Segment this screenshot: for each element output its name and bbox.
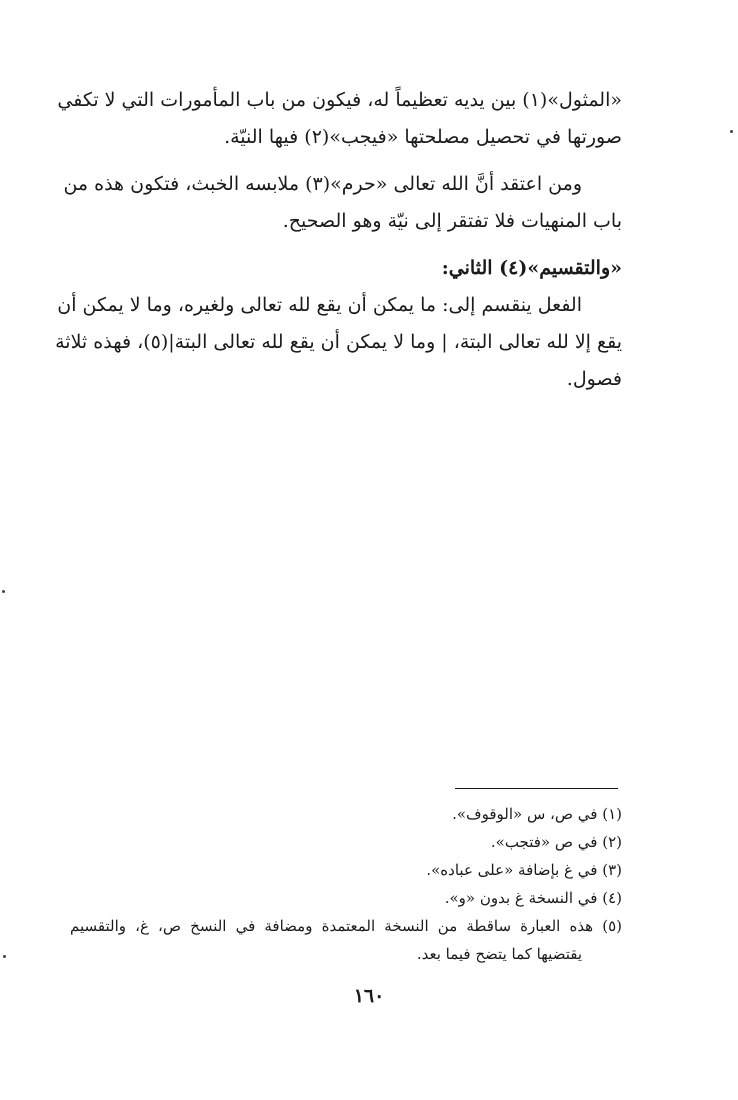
section-heading: «والتقسيم»(٤) الثاني: (441, 257, 622, 279)
text-line-7: يقع إلا لله تعالى البتة، | وما لا يمكن أن يقع لله تعالى البتة|(٥)، فهذه ثلاثة (55, 331, 622, 353)
footnote-separator (455, 788, 618, 789)
text-line-2: صورتها في تحصيل مصلحتها «فيجب»(٢) فيها النيّة. (224, 126, 622, 148)
footnote-5: (٥) هذه العبارة ساقطة من النسخة المعتمدة ومضافة في النسخ ص، غ، والتقسيم (70, 917, 622, 935)
page-number: ١٦٠ (353, 985, 385, 1007)
text-line-1: «المثول»(١) بين يديه تعظيماً له، فيكون من باب المأمورات التي لا تكفي (57, 89, 622, 111)
text-line-4: باب المنهيات فلا تفتقر إلى نيّة وهو الصحيح. (282, 210, 622, 232)
scan-speck (730, 130, 733, 133)
footnotes (70, 800, 622, 968)
footnote-1: (١) في ص، س «الوقوف». (452, 805, 622, 823)
text-line-3: ومن اعتقد أنَّ الله تعالى «حرم»(٣) ملابسه الخبث، فتكون هذه من (63, 173, 582, 195)
footnote-4: (٤) في النسخة غ بدون «و». (444, 889, 622, 907)
text-line-8: فصول. (566, 368, 622, 390)
main-text (55, 82, 622, 398)
scan-speck (2, 590, 5, 593)
scan-speck (3, 955, 6, 958)
footnote-5-continued: يقتضيها كما يتضح فيما بعد. (416, 945, 582, 963)
footnote-2: (٢) في ص «فتجب». (490, 833, 622, 851)
text-line-6: الفعل ينقسم إلى: ما يمكن أن يقع لله تعالى ولغيره، وما لا يمكن أن (57, 294, 582, 316)
footnote-3: (٣) في غ بإضافة «على عباده». (426, 861, 622, 879)
